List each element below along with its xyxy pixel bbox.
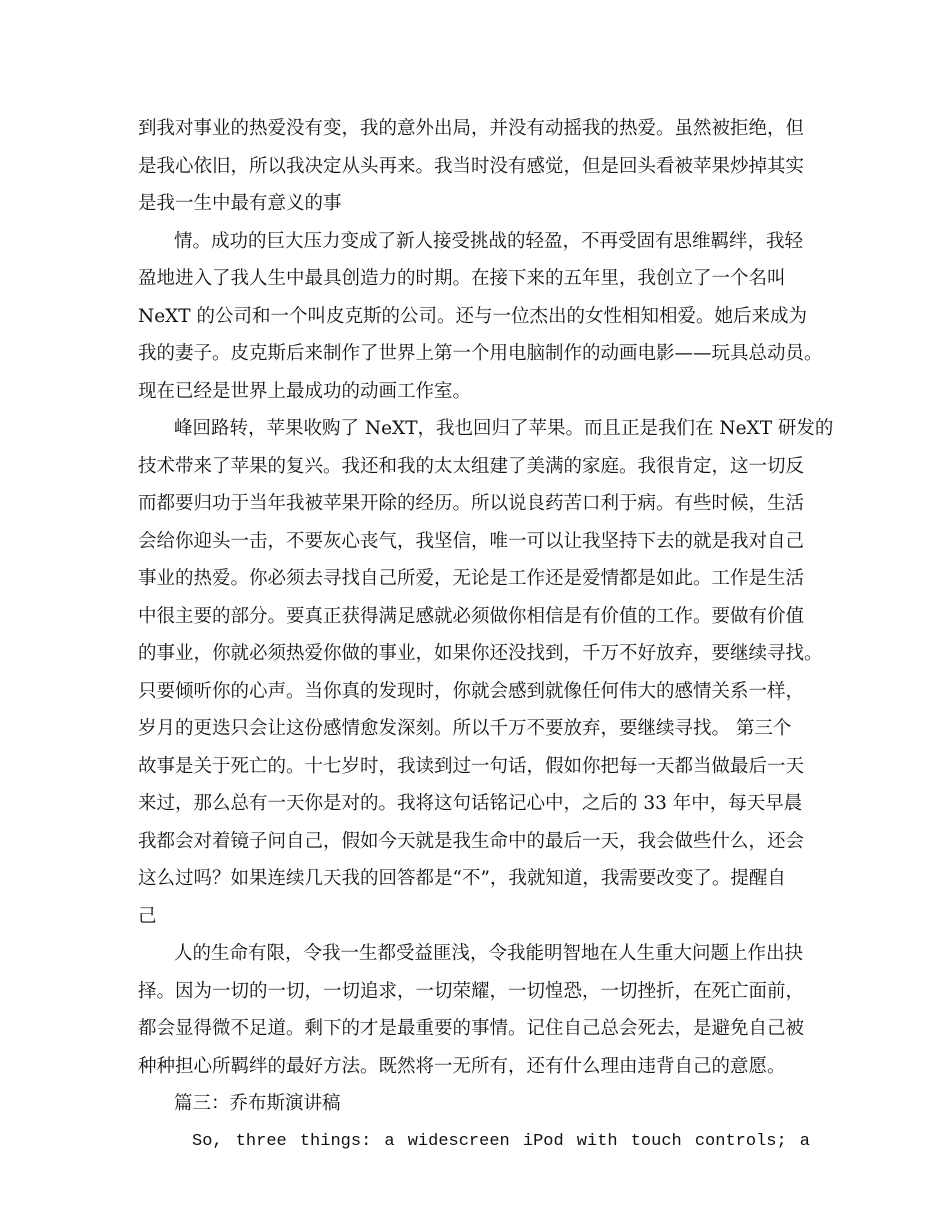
- text-line: 我的妻子。皮克斯后来制作了世界上第一个用电脑制作的动画电影——玩具总动员。: [138, 343, 823, 364]
- text-line: 技术带来了苹果的复兴。我还和我的太太组建了美满的家庭。我很肯定，这一切反: [138, 456, 805, 477]
- paragraph-start-line: 人的生命有限，令我一生都受益匪浅，令我能明智地在人生重大问题上作出抉: [174, 943, 804, 964]
- text-line: 来过，那么总有一天你是对的。我将这句话铭记心中，之后的 33 年中，每天早晨: [138, 793, 803, 814]
- paragraph-start-line: 情。成功的巨大压力变成了新人接受挑战的轻盈，不再受固有思维羁绊，我轻: [174, 231, 804, 252]
- text-line: 盈地进入了我人生中最具创造力的时期。在接下来的五年里，我创立了一个名叫: [138, 268, 786, 289]
- text-line: 只要倾听你的心声。当你真的发现时，你就会感到就像任何伟大的感情关系一样，: [138, 681, 805, 702]
- paragraph-start-line: 峰回路转，苹果收购了 NeXT，我也回归了苹果。而且正是我们在 NeXT 研发的: [174, 418, 834, 439]
- text-line: 是我心依旧，所以我决定从头再来。我当时没有感觉，但是回头看被苹果炒掉其实: [138, 156, 805, 177]
- text-line: 会给你迎头一击，不要灰心丧气，我坚信，唯一可以让我坚持下去的就是我对自己: [138, 531, 805, 552]
- text-line: 择。因为一切的一切，一切追求，一切荣耀，一切惶恐，一切挫折，在死亡面前，: [138, 981, 805, 1002]
- text-line: 是我一生中最有意义的事: [138, 193, 342, 214]
- text-line: 故事是关于死亡的。十七岁时，我读到过一句话，假如你把每一天都当做最后一天: [138, 756, 805, 777]
- text-line: 己: [138, 906, 157, 927]
- section-heading: 篇三：乔布斯演讲稿: [174, 1093, 341, 1114]
- text-line: 中很主要的部分。要真正获得满足感就必须做你相信是有价值的工作。要做有价值: [138, 606, 805, 627]
- text-line: 这么过吗？如果连续几天我的回答都是“不”，我就知道，我需要改变了。提醒自: [138, 868, 786, 889]
- text-line: 而都要归功于当年我被苹果开除的经历。所以说良药苦口利于病。有些时候，生活: [138, 493, 805, 514]
- text-line: NeXT 的公司和一个叫皮克斯的公司。还与一位杰出的女性相知相爱。她后来成为: [138, 306, 808, 327]
- text-line: 我都会对着镜子问自己，假如今天就是我生命中的最后一天，我会做些什么，还会: [138, 831, 805, 852]
- text-line: 都会显得微不足道。剩下的才是最重要的事情。记住自己总会死去，是避免自己被: [138, 1018, 805, 1039]
- text-line: 种种担心所羁绊的最好方法。既然将一无所有，还有什么理由违背自己的意愿。: [138, 1056, 786, 1077]
- text-line: 岁月的更迭只会让这份感情愈发深刻。所以千万不要放弃，要继续寻找。 第三个: [138, 718, 792, 739]
- text-line: 的事业，你就必须热爱你做的事业，如果你还没找到，千万不好放弃，要继续寻找。: [138, 643, 823, 664]
- english-text-line: So, three things: a widescreen iPod with touch controls; a: [192, 1132, 810, 1151]
- text-line: 到我对事业的热爱没有变，我的意外出局，并没有动摇我的热爱。虽然被拒绝，但: [138, 118, 805, 139]
- text-line: 现在已经是世界上最成功的动画工作室。: [138, 381, 472, 402]
- text-line: 事业的热爱。你必须去寻找自己所爱，无论是工作还是爱情都是如此。工作是生活: [138, 568, 805, 589]
